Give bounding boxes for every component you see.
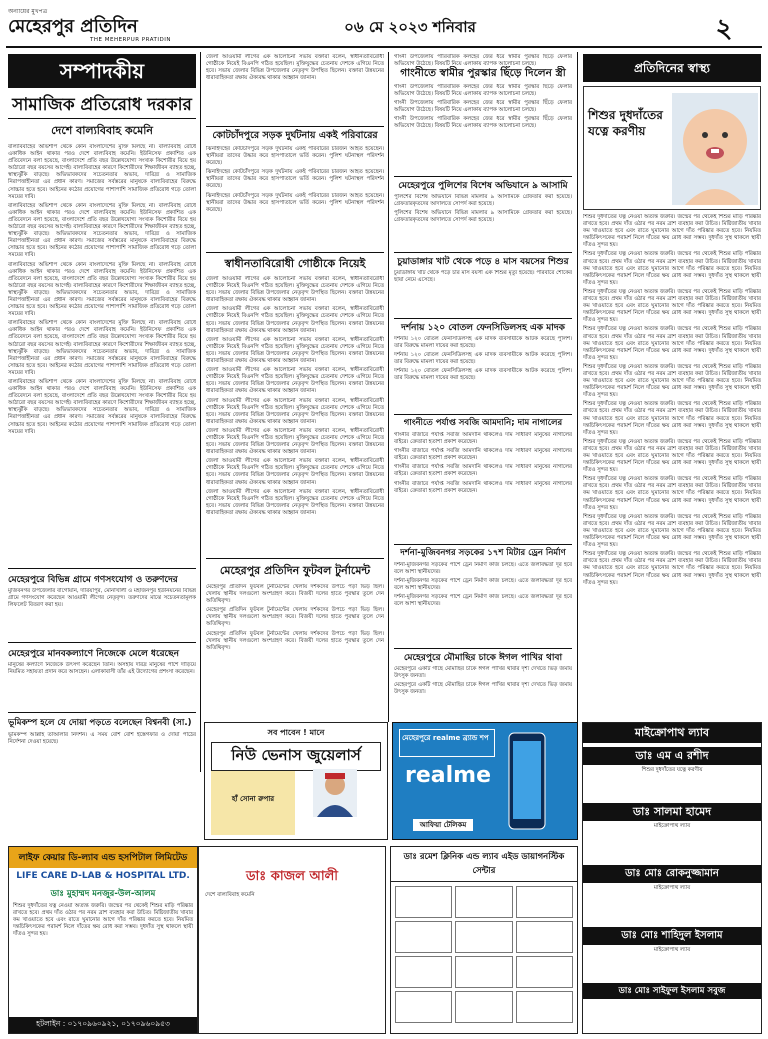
jewel-title: নিউ ভেনাস জুয়েলার্স [211, 742, 381, 771]
story-body [394, 194, 572, 250]
clinic-doctor-card [455, 956, 512, 988]
lifecare-services: শিশুর দুধদাঁতের যত্ন নেওয়া অত্যন্ত জরুরি। জন্মের পর থেকেই শিশুর মাড়ি পরিষ্কার রাখতে হবে। প্রথম দাঁত ওঠার পর নরম ব্রাশ ব্যবহার করা উচিত। মিষ্টিজাতীয় খাবার কম খাওয়াতে হবে এবং রাতে ঘুমানোর আগে দাঁত পরিষ্কার করতে হবে। নিয়মিত দন্তচিকিৎসকের পরামর্শ নিলে দাঁতের ক্ষয় রোধ করা সম্ভব। দুধদাঁত সুস্থ থাকলে স্থায়ী দাঁতও সুন্দর হয়। [13, 903, 193, 938]
clinic-doctor-card [516, 956, 573, 988]
story-paragraph: জেলা আওয়ামী লীগের এক আলোচনা সভায় বক্তারা বলেন, স্বাধীনতাবিরোধী গোষ্ঠীকে নিয়েই বিএনপি গঠিত হয়েছিল। মুক্তিযুদ্ধের চেতনায় দেশকে এগিয়ে নিতে হবে। সভায় জেলার বিভিন্ন উপজেলার নেতৃবৃন্দ উপস্থিত ছিলেন। বক্তারা উন্নয়নের ধারাবাহিকতা রক্ষায় ঐক্যবদ্ধ থাকার আহ্বান জানান। [206, 306, 384, 334]
brief-body: ভূমিকম্প আল্লাহ তাআলার নিদর্শন। এ সময় বেশি বেশি ইস্তেগফার ও দোয়া পাঠের নির্দেশনা দেওয়া হয়েছে। [8, 732, 196, 746]
story-title: গাংনীতে পর্যাপ্ত সবজি আমদানি; দাম নাগালের [403, 418, 563, 428]
health-body [583, 214, 761, 718]
divider [8, 118, 196, 119]
story-title: চুয়াডাঙ্গার খাট থেকে পড়ে ৪ মাস বয়সের শিশুর [397, 257, 569, 267]
micro-doctor: ডাঃ মোঃ সাইফুল ইসলাম সবুজ [583, 983, 761, 999]
divider [206, 126, 384, 127]
story-paragraph: দর্শনা-মুজিবনগর সড়কের পাশে ড্রেন নির্মাণ কাজ চলছে। এতে জলাবদ্ধতা দূর হবে বলে আশা স্থানীয়দের। [394, 562, 572, 576]
story-paragraph: ঝিনাইদহের কোটচাঁদপুরে সড়ক দুর্ঘটনায় একই পরিবারের চারজন আহত হয়েছেন। স্থানীয়রা তাদের উদ্ধার করে হাসপাতালে ভর্তি করেন। পুলিশ ঘটনাস্থল পরিদর্শন করেছে। [206, 192, 384, 213]
column-divider [577, 52, 578, 722]
divider [8, 642, 196, 643]
clinic-doctor-card [395, 921, 452, 953]
story-paragraph: ঝিনাইদহের কোটচাঁদপুরে সড়ক দুর্ঘটনায় একই পরিবারের চারজন আহত হয়েছেন। স্থানীয়রা তাদের উদ্ধার করে হাসপাতালে ভর্তি করেন। পুলিশ ঘটনাস্থল পরিদর্শন করেছে। [206, 169, 384, 190]
story-paragraph: গাংনী উপজেলায় পারিবারিক কলহের জের ধরে স্বামীর পুরস্কার ছিঁড়ে ফেলার অভিযোগ উঠেছে। বিষয়টি নিয়ে এলাকায় ব্যাপক আলোচনা চলছে। [394, 116, 572, 130]
brief-title: মেহেরপুরে মানবকল্যাণে নিজেকে মেলে ধরেছেন [8, 649, 179, 659]
story-paragraph: মেহেরপুর প্রতিদিন ফুটবল টুর্নামেন্টের খেলায় দর্শকদের উপচে পড়া ভিড় ছিল। খেলায় স্থানীয় দলগুলো অংশগ্রহণ করে। বিজয়ী দলের হাতে পুরস্কার তুলে দেন অতিথিবৃন্দ। [206, 607, 384, 628]
realme-ad [392, 722, 578, 840]
health-paragraph: শিশুর দুধদাঁতের যত্ন নেওয়া অত্যন্ত জরুরি। জন্মের পর থেকেই শিশুর মাড়ি পরিষ্কার রাখতে হবে। প্রথম দাঁত ওঠার পর নরম ব্রাশ ব্যবহার করা উচিত। মিষ্টিজাতীয় খাবার কম খাওয়াতে হবে এবং রাতে ঘুমানোর আগে দাঁত পরিষ্কার করতে হবে। নিয়মিত দন্তচিকিৎসকের পরামর্শ নিলে দাঁতের ক্ষয় রোধ করা সম্ভব। দুধদাঁত সুস্থ থাকলে স্থায়ী দাঁতও সুন্দর হয়। [583, 363, 761, 399]
clinic-doctor-card [455, 921, 512, 953]
divider [394, 414, 572, 415]
phone-image [507, 731, 547, 831]
micro-doctor-details: শিশুর দুধদাঁতের যত্নে করণীয় [641, 767, 703, 773]
divider [394, 318, 572, 319]
clinic-doctor-card [395, 886, 452, 918]
health-paragraph: শিশুর দুধদাঁতের যত্ন নেওয়া অত্যন্ত জরুরি। জন্মের পর থেকেই শিশুর মাড়ি পরিষ্কার রাখতে হবে। প্রথম দাঁত ওঠার পর নরম ব্রাশ ব্যবহার করা উচিত। মিষ্টিজাতীয় খাবার কম খাওয়াতে হবে এবং রাতে ঘুমানোর আগে দাঁত পরিষ্কার করতে হবে। নিয়মিত দন্তচিকিৎসকের পরামর্শ নিলে দাঁতের ক্ষয় রোধ করা সম্ভব। দুধদাঁত সুস্থ থাকলে স্থায়ী দাঁতও সুন্দর হয়। [583, 551, 761, 586]
story-paragraph: গাংনীর বাজারে পর্যাপ্ত সবজি আমদানি থাকলেও দাম সাধারণ মানুষের নাগালের বাইরে। ক্রেতারা হতাশা প্রকাশ করেছেন। [394, 480, 572, 494]
micropath-ad [582, 722, 762, 1034]
story-paragraph: দর্শনা-মুজিবনগর সড়কের পাশে ড্রেন নির্মাণ কাজ চলছে। এতে জলাবদ্ধতা দূর হবে বলে আশা স্থানীয়দের। [394, 578, 572, 592]
story-title: গাংনীতে স্বামীর পুরস্কার ছিঁড়ে দিলেন স্ত্রী [400, 67, 566, 79]
story-title: মেহেরপুর প্রতিদিন ফুটবল টুর্নামেন্ট [206, 562, 384, 580]
divider [8, 712, 196, 713]
divider [394, 252, 572, 253]
story-body [394, 666, 572, 716]
editorial-subtitle: দেশে বাল্যবিবাহ কমেনি [51, 124, 153, 137]
clinic-doctor-card [516, 886, 573, 918]
story-body: চুয়াডাঙ্গায় খাট থেকে পড়ে চার মাস বয়সী এক শিশুর মৃত্যু হয়েছে। পরিবারে শোকের ছায়া নেমে এসেছে। [394, 270, 572, 284]
health-label: প্রতিদিনের স্বাস্থ্য [583, 54, 761, 82]
divider [206, 558, 384, 559]
story-title: মেহেরপুরে পুলিশের বিশেষ অভিযানে ৯ আসামি [398, 181, 568, 191]
story-paragraph: গাংনী উপজেলায় পারিবারিক কলহের জের ধরে স্বামীর পুরস্কার ছিঁড়ে ফেলার অভিযোগ উঠেছে। বিষয়টি নিয়ে এলাকায় ব্যাপক আলোচনা চলছে। [394, 84, 572, 98]
editorial-paragraph: বাল্যবিবাহের অভিশাপ থেকে কোন বাংলাদেশের মুক্তি মিলছে না। বাল্যবিবাহ রোধে একাধিক আইন থাকার পরও দেশে বাল্যবিবাহ কমেনি। ইউনিসেফ প্রকাশিত এক প্রতিবেদনে বলা হয়েছে, বাংলাদেশে প্রতি বছর উল্লেখযোগ্য সংখ্যক কিশোরীর বিয়ে হয় আঠারো বছর বয়সের আগেই। বাল্যবিবাহের কারণে কিশোরীদের শিক্ষাজীবন ব্যাহত হচ্ছে, স্বাস্থ্যঝুঁকি বাড়ছে। অভিভাবকদের সচেতনতার অভাব, দারিদ্র্য ও সামাজিক নিরাপত্তাহীনতা এর প্রধান কারণ। সমাজের সর্বস্তরের মানুষকে বাল্যবিবাহের বিরুদ্ধে সোচ্চার হতে হবে। আইনের কঠোর প্রয়োগের পাশাপাশি সামাজিক প্রতিরোধ গড়ে তোলা সময়ের দাবি। [8, 202, 196, 259]
health-paragraph: শিশুর দুধদাঁতের যত্ন নেওয়া অত্যন্ত জরুরি। জন্মের পর থেকেই শিশুর মাড়ি পরিষ্কার রাখতে হবে। প্রথম দাঁত ওঠার পর নরম ব্রাশ ব্যবহার করা উচিত। মিষ্টিজাতীয় খাবার কম খাওয়াতে হবে এবং রাতে ঘুমানোর আগে দাঁত পরিষ্কার করতে হবে। নিয়মিত দন্তচিকিৎসকের পরামর্শ নিলে দাঁতের ক্ষয় রোধ করা সম্ভব। দুধদাঁত সুস্থ থাকলে স্থায়ী দাঁতও সুন্দর হয়। [583, 214, 761, 249]
story-body [394, 84, 572, 174]
masthead-tagline: অন্যায়ের মুখপত্র [8, 8, 48, 15]
editorial-paragraph: বাল্যবিবাহের অভিশাপ থেকে কোন বাংলাদেশের মুক্তি মিলছে না। বাল্যবিবাহ রোধে একাধিক আইন থাকার পরও দেশে বাল্যবিবাহ কমেনি। ইউনিসেফ প্রকাশিত এক প্রতিবেদনে বলা হয়েছে, বাংলাদেশে প্রতি বছর উল্লেখযোগ্য সংখ্যক কিশোরীর বিয়ে হয় আঠারো বছর বয়সের আগেই। বাল্যবিবাহের কারণে কিশোরীদের শিক্ষাজীবন ব্যাহত হচ্ছে, স্বাস্থ্যঝুঁকি বাড়ছে। অভিভাবকদের সচেতনতার অভাব, দারিদ্র্য ও সামাজিক নিরাপত্তাহীনতা এর প্রধান কারণ। সমাজের সর্বস্তরের মানুষকে বাল্যবিবাহের বিরুদ্ধে সোচ্চার হতে হবে। আইনের কঠোর প্রয়োগের পাশাপাশি সামাজিক প্রতিরোধ গড়ে তোলা সময়ের দাবি। [8, 261, 196, 318]
brief-body: মানুষের কল্যাণে নিজেকে উৎসর্গ করেছেন তিনি। অসহায় দরিদ্র মানুষের পাশে দাঁড়িয়ে নিয়মিত সহায়তা প্রদান করে আসছেন। এলাকাবাসী তাঁর এই উদ্যোগের প্রশংসা করেছেন। [8, 662, 196, 676]
continued-text: জেলা আওয়ামী লীগের এক আলোচনা সভায় বক্তারা বলেন, স্বাধীনতাবিরোধী গোষ্ঠীকে নিয়েই বিএনপি গঠিত হয়েছিল। মুক্তিযুদ্ধের চেতনায় দেশকে এগিয়ে নিতে হবে। সভায় জেলার বিভিন্ন উপজেলার নেতৃবৃন্দ উপস্থিত ছিলেন। বক্তারা উন্নয়নের ধারাবাহিকতা রক্ষায় ঐক্যবদ্ধ থাকার আহ্বান জানান। [206, 54, 384, 82]
story-paragraph: গাংনীর বাজারে পর্যাপ্ত সবজি আমদানি থাকলেও দাম সাধারণ মানুষের নাগালের বাইরে। ক্রেতারা হতাশা প্রকাশ করেছেন। [394, 464, 572, 478]
story-paragraph: গাংনী উপজেলায় পারিবারিক কলহের জের ধরে স্বামীর পুরস্কার ছিঁড়ে ফেলার অভিযোগ উঠেছে। বিষয়টি নিয়ে এলাকায় ব্যাপক আলোচনা চলছে। [394, 100, 572, 114]
story-title: মেহেরপুরে মৌমাছির চাকে ঈগল পাখির থাবা [403, 653, 563, 663]
clinic-doctor-card [516, 991, 573, 1023]
divider [394, 648, 572, 649]
story-body [394, 432, 572, 542]
clinic-title: ডাঃ রমেশ ক্লিনিক এন্ড ল্যাব এইড ডায়াগনস্টিক সেন্টার [391, 847, 577, 882]
clinic-doctor-card [455, 886, 512, 918]
story-paragraph: দর্শনায় ১২০ বোতল ফেনসিডিলসহ এক মাদক ব্যবসায়ীকে আটক করেছে পুলিশ। তার বিরুদ্ধে মামলা দায়ের করা হয়েছে। [394, 336, 572, 350]
health-paragraph: শিশুর দুধদাঁতের যত্ন নেওয়া অত্যন্ত জরুরি। জন্মের পর থেকেই শিশুর মাড়ি পরিষ্কার রাখতে হবে। প্রথম দাঁত ওঠার পর নরম ব্রাশ ব্যবহার করা উচিত। মিষ্টিজাতীয় খাবার কম খাওয়াতে হবে এবং রাতে ঘুমানোর আগে দাঁত পরিষ্কার করতে হবে। নিয়মিত দন্তচিকিৎসকের পরামর্শ নিলে দাঁতের ক্ষয় রোধ করা সম্ভব। দুধদাঁত সুস্থ থাকলে স্থায়ী দাঁতও সুন্দর হয়। [583, 438, 761, 474]
micro-doctor-details: মাইক্রোপাথ ল্যাব [653, 947, 691, 953]
story-body [394, 562, 572, 646]
clinic-doctor-card [455, 991, 512, 1023]
realme-shop: মেহেরপুরে realme ব্র্যান্ড শপ [399, 729, 495, 757]
health-paragraph: শিশুর দুধদাঁতের যত্ন নেওয়া অত্যন্ত জরুরি। জন্মের পর থেকেই শিশুর মাড়ি পরিষ্কার রাখতে হবে। প্রথম দাঁত ওঠার পর নরম ব্রাশ ব্যবহার করা উচিত। মিষ্টিজাতীয় খাবার কম খাওয়াতে হবে এবং রাতে ঘুমানোর আগে দাঁত পরিষ্কার করতে হবে। নিয়মিত দন্তচিকিৎসকের পরামর্শ নিলে দাঁতের ক্ষয় রোধ করা সম্ভব। দুধদাঁত সুস্থ থাকলে স্থায়ী দাঁতও সুন্দর হয়। [583, 326, 761, 361]
micro-doctor-details: মাইক্রোপাথ ল্যাব [653, 823, 691, 829]
story-paragraph: গাংনীর বাজারে পর্যাপ্ত সবজি আমদানি থাকলেও দাম সাধারণ মানুষের নাগালের বাইরে। ক্রেতারা হতাশা প্রকাশ করেছেন। [394, 432, 572, 446]
lifecare-doctor: ডাঃ মুহাম্মদ মনজুর-উল-আলম [50, 889, 156, 899]
story-paragraph: জেলা আওয়ামী লীগের এক আলোচনা সভায় বক্তারা বলেন, স্বাধীনতাবিরোধী গোষ্ঠীকে নিয়েই বিএনপি গঠিত হয়েছিল। মুক্তিযুদ্ধের চেতনায় দেশকে এগিয়ে নিতে হবে। সভায় জেলার বিভিন্ন উপজেলার নেতৃবৃন্দ উপস্থিত ছিলেন। বক্তারা উন্নয়নের ধারাবাহিকতা রক্ষায় ঐক্যবদ্ধ থাকার আহ্বান জানান। [206, 397, 384, 425]
masthead-date: ০৬ মে ২০২৩ শনিবার [344, 18, 476, 36]
jewel-top: সব পাবেন ! মানে [267, 728, 325, 737]
owner-photo [313, 769, 357, 817]
baby-photo [672, 93, 758, 205]
story-paragraph: জেলা আওয়ামী লীগের এক আলোচনা সভায় বক্তারা বলেন, স্বাধীনতাবিরোধী গোষ্ঠীকে নিয়েই বিএনপি গঠিত হয়েছিল। মুক্তিযুদ্ধের চেতনায় দেশকে এগিয়ে নিতে হবে। সভায় জেলার বিভিন্ন উপজেলার নেতৃবৃন্দ উপস্থিত ছিলেন। বক্তারা উন্নয়নের ধারাবাহিকতা রক্ষায় ঐক্যবদ্ধ থাকার আহ্বান জানান। [206, 458, 384, 486]
story-paragraph: দর্শনা-মুজিবনগর সড়কের পাশে ড্রেন নির্মাণ কাজ চলছে। এতে জলাবদ্ধতা দূর হবে বলে আশা স্থানীয়দের। [394, 594, 572, 608]
health-paragraph: শিশুর দুধদাঁতের যত্ন নেওয়া অত্যন্ত জরুরি। জন্মের পর থেকেই শিশুর মাড়ি পরিষ্কার রাখতে হবে। প্রথম দাঁত ওঠার পর নরম ব্রাশ ব্যবহার করা উচিত। মিষ্টিজাতীয় খাবার কম খাওয়াতে হবে এবং রাতে ঘুমানোর আগে দাঁত পরিষ্কার করতে হবে। নিয়মিত দন্তচিকিৎসকের পরামর্শ নিলে দাঁতের ক্ষয় রোধ করা সম্ভব। দুধদাঁত সুস্থ থাকলে স্থায়ী দাঁতও সুন্দর হয়। [583, 401, 761, 436]
jewel-image [211, 771, 295, 835]
lifecare-title: লাইফ কেয়ার ডি-ল্যাব এন্ড হসপিটাল লিমিটেড [9, 847, 197, 868]
masthead-rule [6, 46, 762, 48]
story-paragraph: মেহেরপুর প্রতিদিন ফুটবল টুর্নামেন্টের খেলায় দর্শকদের উপচে পড়া ভিড় ছিল। খেলায় স্থানীয় দলগুলো অংশগ্রহণ করে। বিজয়ী দলের হাতে পুরস্কার তুলে দেন অতিথিবৃন্দ। [206, 630, 384, 651]
jewel-sub: হাঁ সোনা রুপার [231, 795, 275, 803]
story-paragraph: মেহেরপুর প্রতিদিন ফুটবল টুর্নামেন্টের খেলায় দর্শকদের উপচে পড়া ভিড় ছিল। খেলায় স্থানীয় দলগুলো অংশগ্রহণ করে। বিজয়ী দলের হাতে পুরস্কার তুলে দেন অতিথিবৃন্দ। [206, 584, 384, 605]
editorial-title: সামাজিক প্রতিরোধ দরকার [12, 95, 192, 115]
brief-title: ভূমিকম্প হলে যে দোয়া পড়তে বলেছেন বিশ্বনবী (সা.) [8, 718, 192, 728]
micro-doctor: ডাঃ এম এ রশীদ [583, 747, 761, 765]
lifecare-english: LIFE CARE D-LAB & HOSPITAL LTD. [16, 871, 190, 881]
column-divider [200, 52, 201, 772]
micro-doctor: ডাঃ সালমা হামেদ [583, 803, 761, 821]
masthead-logo [8, 6, 208, 46]
health-paragraph: শিশুর দুধদাঁতের যত্ন নেওয়া অত্যন্ত জরুরি। জন্মের পর থেকেই শিশুর মাড়ি পরিষ্কার রাখতে হবে। প্রথম দাঁত ওঠার পর নরম ব্রাশ ব্যবহার করা উচিত। মিষ্টিজাতীয় খাবার কম খাওয়াতে হবে এবং রাতে ঘুমানোর আগে দাঁত পরিষ্কার করতে হবে। নিয়মিত দন্তচিকিৎসকের পরামর্শ নিলে দাঁতের ক্ষয় রোধ করা সম্ভব। দুধদাঁত সুস্থ থাকলে স্থায়ী দাঁতও সুন্দর হয়। [583, 251, 761, 286]
story-title: দর্শনায় ১২০ বোতল ফেনসিডিলসহ এক মাদক [401, 323, 565, 333]
micro-doctor: ডাঃ মোঃ রোকনুজ্জামান [583, 865, 761, 883]
micro-doctor: ডাঃ মোঃ শাহিদুল ইসলাম [583, 927, 761, 945]
story-paragraph: জেলা আওয়ামী লীগের এক আলোচনা সভায় বক্তারা বলেন, স্বাধীনতাবিরোধী গোষ্ঠীকে নিয়েই বিএনপি গঠিত হয়েছিল। মুক্তিযুদ্ধের চেতনায় দেশকে এগিয়ে নিতে হবে। সভায় জেলার বিভিন্ন উপজেলার নেতৃবৃন্দ উপস্থিত ছিলেন। বক্তারা উন্নয়নের ধারাবাহিকতা রক্ষায় ঐক্যবদ্ধ থাকার আহ্বান জানান। [206, 427, 384, 456]
story-paragraph: জেলা আওয়ামী লীগের এক আলোচনা সভায় বক্তারা বলেন, স্বাধীনতাবিরোধী গোষ্ঠীকে নিয়েই বিএনপি গঠিত হয়েছিল। মুক্তিযুদ্ধের চেতনায় দেশকে এগিয়ে নিতে হবে। সভায় জেলার বিভিন্ন উপজেলার নেতৃবৃন্দ উপস্থিত ছিলেন। বক্তারা উন্নয়নের ধারাবাহিকতা রক্ষায় ঐক্যবদ্ধ থাকার আহ্বান জানান। [206, 367, 384, 395]
story-paragraph: দর্শনায় ১২০ বোতল ফেনসিডিলসহ এক মাদক ব্যবসায়ীকে আটক করেছে পুলিশ। তার বিরুদ্ধে মামলা দায়ের করা হয়েছে। [394, 352, 572, 366]
column-divider [388, 52, 389, 722]
divider [394, 544, 572, 545]
brief-title: মেহেরপুরে বিভিন্ন গ্রামে গণসংযোগ ও তরুণদের [8, 575, 178, 585]
lifecare-doctor: ডাঃ কাজল আলী [245, 869, 339, 884]
masthead-english: THE MEHERPUR PRATIDIN [90, 37, 171, 43]
continued-text: গাংনী উপজেলায় পারিবারিক কলহের জের ধরে স্বামীর পুরস্কার ছিঁড়ে ফেলার অভিযোগ উঠেছে। বিষয়টি নিয়ে এলাকায় ব্যাপক আলোচনা চলছে। [394, 54, 572, 66]
masthead-name: মেহেরপুর প্রতিদিন [8, 16, 138, 37]
story-title: দর্শনা-মুজিবনগর সড়কের ১৭শ মিটার ড্রেন নির্মাণ [400, 548, 566, 558]
divider [394, 176, 572, 177]
clinic-doctor-grid [391, 882, 577, 1027]
story-paragraph: পুলিশের বিশেষ অভিযানে বিভিন্ন মামলার ৯ আসামিকে গ্রেফতার করা হয়েছে। গ্রেফতারকৃতদের আদালতে সোপর্দ করা হয়েছে। [394, 194, 572, 208]
story-body [394, 336, 572, 412]
story-body [206, 584, 384, 704]
hotline: হটলাইন : ০১৭০৯৬০৯২১, ০১৭০৯৬০৯৫৩ [9, 1017, 197, 1033]
lifecare-ad-right [198, 846, 386, 1034]
page-number: ২ [715, 14, 733, 42]
story-paragraph: মেহেরপুরে একটি গাছে মৌমাছির চাকে ঈগল পাখির থাবার দৃশ্য দেখতে ভিড় জমায় উৎসুক জনতা। [394, 666, 572, 680]
micro-title: মাইক্রোপাথ ল্যাব [583, 723, 761, 743]
story-paragraph: জেলা আওয়ামী লীগের এক আলোচনা সভায় বক্তারা বলেন, স্বাধীনতাবিরোধী গোষ্ঠীকে নিয়েই বিএনপি গঠিত হয়েছিল। মুক্তিযুদ্ধের চেতনায় দেশকে এগিয়ে নিতে হবে। সভায় জেলার বিভিন্ন উপজেলার নেতৃবৃন্দ উপস্থিত ছিলেন। বক্তারা উন্নয়নের ধারাবাহিকতা রক্ষায় ঐক্যবদ্ধ থাকার আহ্বান জানান। [206, 488, 384, 516]
divider [8, 568, 196, 569]
health-paragraph: শিশুর দুধদাঁতের যত্ন নেওয়া অত্যন্ত জরুরি। জন্মের পর থেকেই শিশুর মাড়ি পরিষ্কার রাখতে হবে। প্রথম দাঁত ওঠার পর নরম ব্রাশ ব্যবহার করা উচিত। মিষ্টিজাতীয় খাবার কম খাওয়াতে হবে এবং রাতে ঘুমানোর আগে দাঁত পরিষ্কার করতে হবে। নিয়মিত দন্তচিকিৎসকের পরামর্শ নিলে দাঁতের ক্ষয় রোধ করা সম্ভব। দুধদাঁত সুস্থ থাকলে স্থায়ী দাঁতও সুন্দর হয়। [583, 288, 761, 324]
clinic-doctor-card [395, 956, 452, 988]
realme-tag: আফিয়া টেলিকম [413, 819, 473, 831]
story-body [206, 146, 384, 250]
lifecare-ad [8, 846, 198, 1034]
realme-brand: realme [405, 763, 492, 788]
lifecare-doctor-details: দেশে বাল্যবিবাহ কমেনি [205, 892, 255, 898]
divider [206, 252, 384, 253]
health-box [583, 86, 761, 210]
health-paragraph: শিশুর দুধদাঁতের যত্ন নেওয়া অত্যন্ত জরুরি। জন্মের পর থেকেই শিশুর মাড়ি পরিষ্কার রাখতে হবে। প্রথম দাঁত ওঠার পর নরম ব্রাশ ব্যবহার করা উচিত। মিষ্টিজাতীয় খাবার কম খাওয়াতে হবে এবং রাতে ঘুমানোর আগে দাঁত পরিষ্কার করতে হবে। নিয়মিত দন্তচিকিৎসকের পরামর্শ নিলে দাঁতের ক্ষয় রোধ করা সম্ভব। দুধদাঁত সুস্থ থাকলে স্থায়ী দাঁতও সুন্দর হয়। [583, 513, 761, 549]
editorial-paragraph: বাল্যবিবাহের অভিশাপ থেকে কোন বাংলাদেশের মুক্তি মিলছে না। বাল্যবিবাহ রোধে একাধিক আইন থাকার পরও দেশে বাল্যবিবাহ কমেনি। ইউনিসেফ প্রকাশিত এক প্রতিবেদনে বলা হয়েছে, বাংলাদেশে প্রতি বছর উল্লেখযোগ্য সংখ্যক কিশোরীর বিয়ে হয় আঠারো বছর বয়সের আগেই। বাল্যবিবাহের কারণে কিশোরীদের শিক্ষাজীবন ব্যাহত হচ্ছে, স্বাস্থ্যঝুঁকি বাড়ছে। অভিভাবকদের সচেতনতার অভাব, দারিদ্র্য ও সামাজিক নিরাপত্তাহীনতা এর প্রধান কারণ। সমাজের সর্বস্তরের মানুষকে বাল্যবিবাহের বিরুদ্ধে সোচ্চার হতে হবে। আইনের কঠোর প্রয়োগের পাশাপাশি সামাজিক প্রতিরোধ গড়ে তোলা সময়ের দাবি। [8, 379, 196, 435]
jewellers-ad [204, 722, 388, 840]
story-paragraph: ঝিনাইদহের কোটচাঁদপুরে সড়ক দুর্ঘটনায় একই পরিবারের চারজন আহত হয়েছেন। স্থানীয়রা তাদের উদ্ধার করে হাসপাতালে ভর্তি করেন। পুলিশ ঘটনাস্থল পরিদর্শন করেছে। [206, 146, 384, 167]
story-paragraph: পুলিশের বিশেষ অভিযানে বিভিন্ন মামলার ৯ আসামিকে গ্রেফতার করা হয়েছে। গ্রেফতারকৃতদের আদালতে সোপর্দ করা হয়েছে। [394, 210, 572, 224]
health-paragraph: শিশুর দুধদাঁতের যত্ন নেওয়া অত্যন্ত জরুরি। জন্মের পর থেকেই শিশুর মাড়ি পরিষ্কার রাখতে হবে। প্রথম দাঁত ওঠার পর নরম ব্রাশ ব্যবহার করা উচিত। মিষ্টিজাতীয় খাবার কম খাওয়াতে হবে এবং রাতে ঘুমানোর আগে দাঁত পরিষ্কার করতে হবে। নিয়মিত দন্তচিকিৎসকের পরামর্শ নিলে দাঁতের ক্ষয় রোধ করা সম্ভব। দুধদাঁত সুস্থ থাকলে স্থায়ী দাঁতও সুন্দর হয়। [583, 476, 761, 511]
health-title: শিশুর দুধদাঁতের যত্নে করণীয় [588, 108, 663, 138]
story-paragraph: মেহেরপুরে একটি গাছে মৌমাছির চাকে ঈগল পাখির থাবার দৃশ্য দেখতে ভিড় জমায় উৎসুক জনতা। [394, 682, 572, 696]
editorial-label: সম্পাদকীয় [8, 54, 196, 88]
clinic-doctor-card [395, 991, 452, 1023]
story-title: স্বাধীনতাবিরোধী গোষ্ঠীকে নিয়েই [224, 257, 366, 270]
story-title: কোটচাঁদপুরে সড়ক দুর্ঘটনায় একই পরিবারের [212, 130, 378, 141]
story-paragraph: জেলা আওয়ামী লীগের এক আলোচনা সভায় বক্তারা বলেন, স্বাধীনতাবিরোধী গোষ্ঠীকে নিয়েই বিএনপি গঠিত হয়েছিল। মুক্তিযুদ্ধের চেতনায় দেশকে এগিয়ে নিতে হবে। সভায় জেলার বিভিন্ন উপজেলার নেতৃবৃন্দ উপস্থিত ছিলেন। বক্তারা উন্নয়নের ধারাবাহিকতা রক্ষায় ঐক্যবদ্ধ থাকার আহ্বান জানান। [206, 336, 384, 365]
micro-doctor-details: মাইক্রোপাথ ল্যাব [653, 885, 691, 891]
clinic-ad [390, 846, 578, 1034]
story-paragraph: জেলা আওয়ামী লীগের এক আলোচনা সভায় বক্তারা বলেন, স্বাধীনতাবিরোধী গোষ্ঠীকে নিয়েই বিএনপি গঠিত হয়েছিল। মুক্তিযুদ্ধের চেতনায় দেশকে এগিয়ে নিতে হবে। সভায় জেলার বিভিন্ন উপজেলার নেতৃবৃন্দ উপস্থিত ছিলেন। বক্তারা উন্নয়নের ধারাবাহিকতা রক্ষায় ঐক্যবদ্ধ থাকার আহ্বান জানান। [206, 276, 384, 304]
story-paragraph: গাংনীর বাজারে পর্যাপ্ত সবজি আমদানি থাকলেও দাম সাধারণ মানুষের নাগালের বাইরে। ক্রেতারা হতাশা প্রকাশ করেছেন। [394, 448, 572, 462]
editorial-body [8, 144, 196, 564]
editorial-paragraph: বাল্যবিবাহের অভিশাপ থেকে কোন বাংলাদেশের মুক্তি মিলছে না। বাল্যবিবাহ রোধে একাধিক আইন থাকার পরও দেশে বাল্যবিবাহ কমেনি। ইউনিসেফ প্রকাশিত এক প্রতিবেদনে বলা হয়েছে, বাংলাদেশে প্রতি বছর উল্লেখযোগ্য সংখ্যক কিশোরীর বিয়ে হয় আঠারো বছর বয়সের আগেই। বাল্যবিবাহের কারণে কিশোরীদের শিক্ষাজীবন ব্যাহত হচ্ছে, স্বাস্থ্যঝুঁকি বাড়ছে। অভিভাবকদের সচেতনতার অভাব, দারিদ্র্য ও সামাজিক নিরাপত্তাহীনতা এর প্রধান কারণ। সমাজের সর্বস্তরের মানুষকে বাল্যবিবাহের বিরুদ্ধে সোচ্চার হতে হবে। আইনের কঠোর প্রয়োগের পাশাপাশি সামাজিক প্রতিরোধ গড়ে তোলা সময়ের দাবি। [8, 144, 196, 200]
story-paragraph: দর্শনায় ১২০ বোতল ফেনসিডিলসহ এক মাদক ব্যবসায়ীকে আটক করেছে পুলিশ। তার বিরুদ্ধে মামলা দায়ের করা হয়েছে। [394, 368, 572, 382]
clinic-doctor-card [516, 921, 573, 953]
editorial-paragraph: বাল্যবিবাহের অভিশাপ থেকে কোন বাংলাদেশের মুক্তি মিলছে না। বাল্যবিবাহ রোধে একাধিক আইন থাকার পরও দেশে বাল্যবিবাহ কমেনি। ইউনিসেফ প্রকাশিত এক প্রতিবেদনে বলা হয়েছে, বাংলাদেশে প্রতি বছর উল্লেখযোগ্য সংখ্যক কিশোরীর বিয়ে হয় আঠারো বছর বয়সের আগেই। বাল্যবিবাহের কারণে কিশোরীদের শিক্ষাজীবন ব্যাহত হচ্ছে, স্বাস্থ্যঝুঁকি বাড়ছে। অভিভাবকদের সচেতনতার অভাব, দারিদ্র্য ও সামাজিক নিরাপত্তাহীনতা এর প্রধান কারণ। সমাজের সর্বস্তরের মানুষকে বাল্যবিবাহের বিরুদ্ধে সোচ্চার হতে হবে। আইনের কঠোর প্রয়োগের পাশাপাশি সামাজিক প্রতিরোধ গড়ে তোলা সময়ের দাবি। [8, 320, 196, 376]
brief-body: মুজিবনগর উপজেলার বাগোয়ান, দারিয়াপুর, মোনাখালী ও মহাজনপুর ইউনিয়নের বিভিন্ন গ্রামে গণসংযোগ করেছেন আওয়ামী লীগের নেতৃবৃন্দ। তরুণদের মাঝে সচেতনতামূলক লিফলেট বিতরণ করা হয়। [8, 588, 196, 609]
